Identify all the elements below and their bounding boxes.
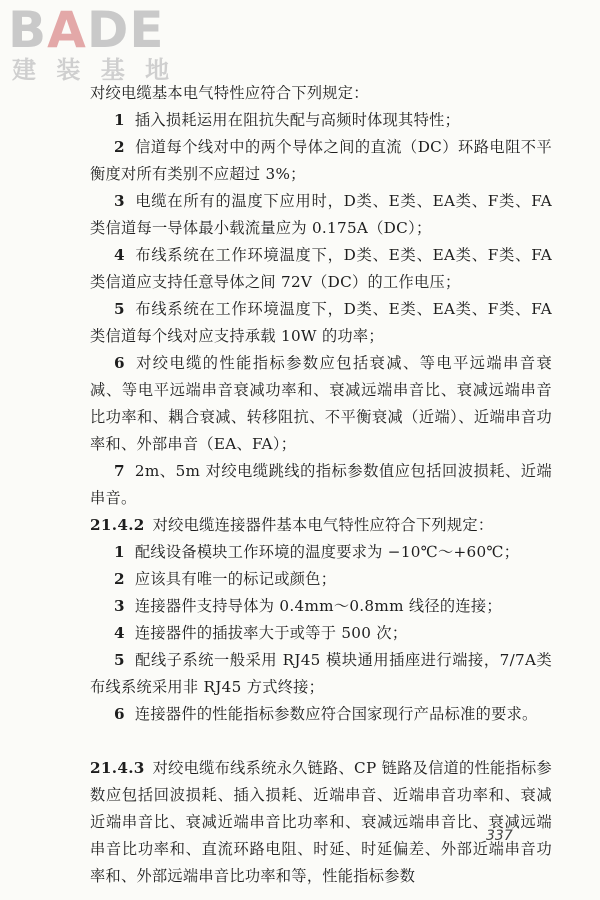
item-number: 3	[114, 192, 125, 210]
section-text: 对绞电缆连接器件基本电气特性应符合下列规定：	[152, 516, 494, 534]
item-text: 配线设备模块工作环境的温度要求为 −10℃～+60℃；	[134, 543, 520, 561]
list-item-1	[114, 107, 552, 134]
item-text: 配线子系统一般采用 RJ45 模块通用插座进行端接，7/7A类布线系统采用非 RJ45 方式终接；	[90, 651, 552, 696]
item-number: 6	[114, 705, 125, 723]
item-number: 1	[114, 111, 125, 129]
item-number: 2	[114, 138, 125, 156]
item-text: 对绞电缆的性能指标参数应包括衰减、等电平远端串音衰减、等电平远端串音衰减功率和、衰减远端串音比、衰减远端串音比功率和、耦合衰减、转移阻抗、不平衡衰减（近端）、近端串音功率和、外部串音（EA、FA）；	[90, 354, 552, 453]
item-text: 信道每个线对中的两个导体之间的直流（DC）环路电阻不平衡度对所有类别不应超过 3%；	[90, 138, 552, 183]
item-number: 3	[114, 597, 125, 615]
item-number: 7	[114, 462, 125, 480]
list-item-5	[90, 296, 552, 350]
item-number: 4	[114, 624, 125, 642]
item-number: 5	[114, 300, 125, 318]
list-item-3	[90, 188, 552, 242]
section-2-item-2	[90, 566, 552, 593]
section-21-4-3-paragraph	[90, 755, 552, 890]
item-text: 连接器件的插拔率大于或等于 500 次；	[134, 624, 408, 642]
section-2-item-3	[90, 593, 552, 620]
item-number: 1	[114, 543, 125, 561]
item-number: 2	[114, 570, 125, 588]
section-2-item-4	[90, 620, 552, 647]
item-text: 电缆在所有的温度下应用时，D类、E类、EA类、F类、FA类信道每一导体最小载流量应为 0.175A（DC）；	[90, 192, 552, 237]
item-text: 连接器件的性能指标参数应符合国家现行产品标准的要求。	[134, 705, 538, 723]
section-number: 21.4.2	[90, 516, 145, 534]
item-text: 2m、5m 对绞电缆跳线的指标参数值应包括回波损耗、近端串音。	[90, 462, 552, 507]
section-text: 对绞电缆布线系统永久链路、CP 链路及信道的性能指标参数应包括回波损耗、插入损耗、近端串音、近端串音功率和、衰减近端串音比、衰减近端串音比功率和、衰减远端串音比、衰减远端串音比功率和、直流环路电阻、时延、时延偏差、外部近端串音功率和、外部远端串音比功率和等，性能指标参数	[90, 759, 552, 885]
watermark-brand: BADE	[8, 1, 165, 59]
section-2-item-5	[90, 647, 552, 701]
item-number: 6	[114, 354, 125, 372]
item-number: 5	[114, 651, 125, 669]
list-item-2	[90, 134, 552, 188]
section-number: 21.4.3	[90, 759, 145, 777]
section-2-item-1	[90, 539, 552, 566]
watermark-subtitle: 建 装 基 地	[12, 56, 176, 84]
item-text: 应该具有唯一的标记或颜色；	[134, 570, 337, 588]
item-text: 布线系统在工作环境温度下，D类、E类、EA类、F类、FA类信道每个线对应支持承载 10W 的功率；	[90, 300, 552, 345]
intro-line: 对绞电缆基本电气特性应符合下列规定：	[90, 84, 369, 102]
item-number: 4	[114, 246, 125, 264]
page-number: 337	[486, 828, 513, 844]
section-2-item-6	[90, 701, 552, 728]
list-item-4	[90, 242, 552, 296]
list-item-6	[90, 350, 552, 458]
item-text: 连接器件支持导体为 0.4mm～0.8mm 线径的连接；	[134, 597, 502, 615]
item-text: 插入损耗运用在阻抗失配与高频时体现其特性；	[134, 111, 461, 129]
list-item-7	[90, 458, 552, 512]
section-21-4-2-heading	[90, 512, 552, 539]
item-text: 布线系统在工作环境温度下，D类、E类、EA类、F类、FA类信道应支持任意导体之间 72V（DC）的工作电压；	[90, 246, 552, 291]
